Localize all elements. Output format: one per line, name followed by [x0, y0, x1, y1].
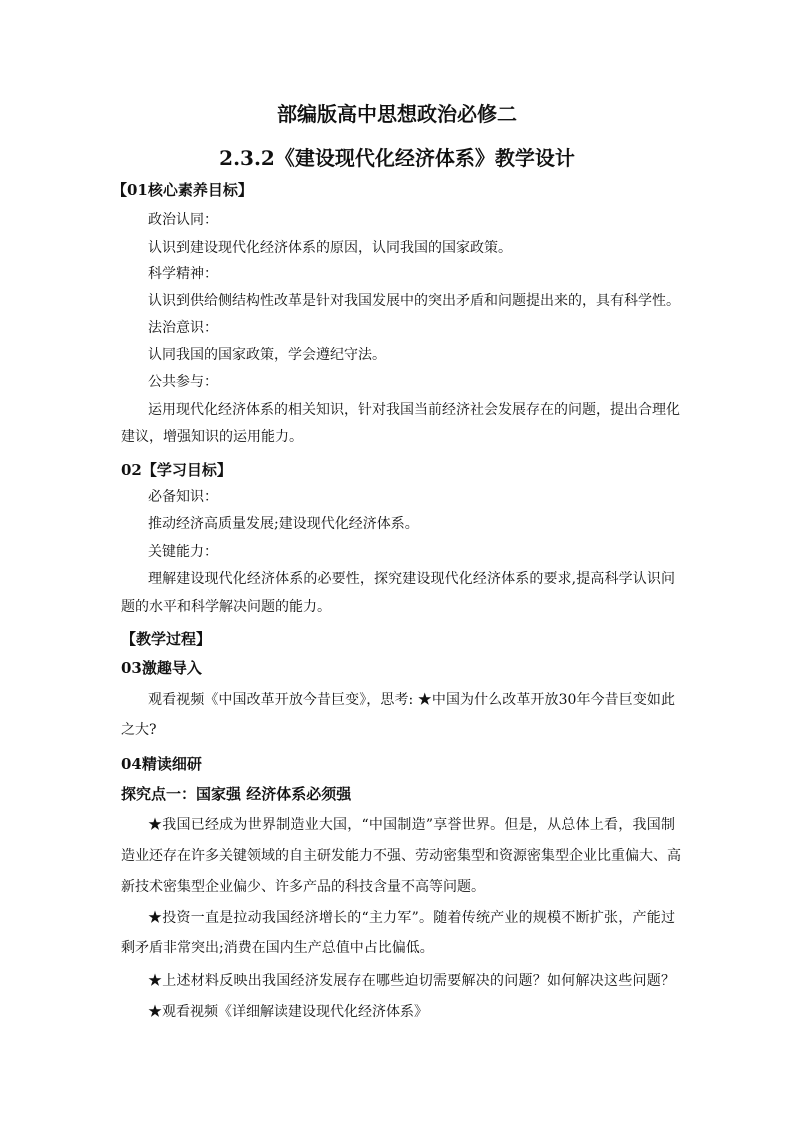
political-identity-label: 政治认同：: [148, 212, 218, 228]
core-goals-heading: 【01核心素养目标】: [112, 181, 253, 199]
legal-awareness-text: 认同我国的国家政策，学会遵纪守法。: [148, 347, 386, 363]
public-participation-text-line-2: 建议，增强知识的运用能力。: [121, 429, 303, 445]
scientific-spirit-text: 认识到供给侧结构性改革是针对我国发展中的突出矛盾和问题提出来的，具有科学性。: [148, 293, 680, 309]
video-task-line: ★观看视频《详细解读建设现代化经济体系》: [148, 1004, 428, 1020]
material-two-line-2: 剩矛盾非常突出;消费在国内生产总值中占比偏低。: [121, 940, 434, 956]
material-two-line-1: ★投资一直是拉动我国经济增长的“主力军”。随着传统产业的规模不断扩张，产能过: [148, 910, 675, 926]
legal-awareness-label: 法治意识：: [148, 320, 218, 336]
document-subtitle: 2.3.2《建设现代化经济体系》教学设计: [219, 146, 575, 170]
learning-goals-heading: 02【学习目标】: [121, 461, 232, 479]
reading-heading: 04精读细研: [121, 755, 202, 773]
key-ability-text-line-1: 理解建设现代化经济体系的必要性，探究建设现代化经济体系的要求,提高科学认识问: [148, 571, 675, 587]
scientific-spirit-label: 科学精神：: [148, 266, 218, 282]
explore-heading: 探究点一：国家强 经济体系必须强: [121, 785, 352, 803]
key-ability-text-line-2: 题的水平和科学解决问题的能力。: [121, 599, 331, 615]
intro-text-line-1: 观看视频《中国改革开放今昔巨变》，思考: ★中国为什么改革开放30年今昔巨变如此: [148, 692, 675, 708]
material-one-line-1: ★我国已经成为世界制造业大国，“中国制造”享誉世界。但是，从总体上看，我国制: [148, 817, 675, 833]
intro-text-line-2: 之大?: [121, 722, 157, 738]
key-ability-label: 关键能力：: [148, 544, 218, 560]
intro-heading: 03激趣导入: [121, 659, 202, 677]
question-line: ★上述材料反映出我国经济发展存在哪些迫切需要解决的问题？如何解决这些问题？: [148, 973, 675, 989]
teaching-process-heading: 【教学过程】: [121, 630, 212, 648]
required-knowledge-label: 必备知识：: [148, 489, 218, 505]
public-participation-text-line-1: 运用现代化经济体系的相关知识，针对我国当前经济社会发展存在的问题，提出合理化: [148, 402, 680, 418]
political-identity-text: 认识到建设现代化经济体系的原因，认同我国的国家政策。: [148, 240, 512, 256]
document-title: 部编版高中思想政治必修二: [277, 102, 517, 126]
required-knowledge-text: 推动经济高质量发展;建设现代化经济体系。: [148, 516, 419, 532]
material-one-line-3: 新技术密集型企业偏少、许多产品的科技含量不高等问题。: [121, 879, 485, 895]
material-one-line-2: 造业还存在许多关键领域的自主研发能力不强、劳动密集型和资源密集型企业比重偏大、高: [121, 848, 681, 864]
public-participation-label: 公共参与：: [148, 374, 218, 390]
